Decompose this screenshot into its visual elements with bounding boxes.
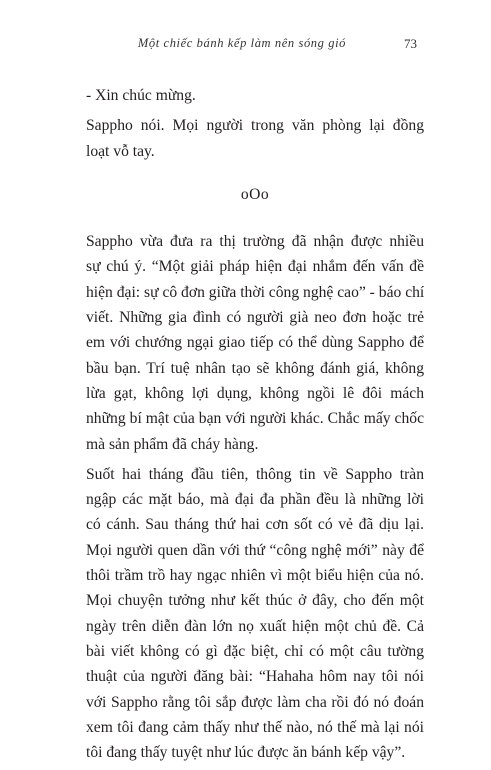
running-title: Một chiếc bánh kếp làm nên sóng gió (137, 36, 346, 50)
text-line: tôi đang thấy tuyệt như lúc được ăn bánh kếp vậy”. (86, 744, 406, 762)
paragraph-sappho-said (86, 113, 424, 164)
text-line: những bí mật của bạn với người khác. Chắc mấy chốc (86, 410, 424, 428)
text-line: mà sản phẩm đã cháy hàng. (86, 435, 259, 453)
paragraph-congratulations (86, 83, 424, 108)
text-line: viết. Những gia đình có người già neo đơn hoặc trẻ (86, 309, 424, 327)
text-line: Sappho nói. Mọi người trong văn phòng lại đồng (86, 117, 424, 135)
body-text (86, 83, 424, 770)
text-line: bài viết không có gì đặc biệt, chỉ có một câu tường (86, 642, 424, 660)
paragraph-market-launch (86, 229, 424, 457)
text-line: Mọi chuyện tưởng như kết thúc ở đây, cho đến một (86, 592, 424, 610)
text-line: có cánh. Sau tháng thứ hai cơn sốt có vẻ đã dịu lại. (86, 516, 424, 534)
running-header (0, 36, 491, 56)
text-line: Sappho vừa đưa ra thị trường đã nhận được nhiều (86, 233, 424, 251)
text-line: Mọi người quen dần với thứ “công nghệ mới” này để (86, 541, 424, 559)
text-line: thuật của người đăng bài: “Hahaha hôm nay tôi nói (86, 668, 424, 686)
text-line: loạt vỗ tay. (86, 142, 155, 160)
section-separator: oOo (240, 185, 270, 203)
text-line: với Sappho rằng tôi sắp được làm cha rồi đó nó đoán (86, 693, 424, 711)
text-line: Suốt hai tháng đầu tiên, thông tin về Sappho tràn (86, 465, 424, 483)
text-line: hiện đại: sự cô đơn giữa thời công nghệ cao” - báo chí (86, 283, 425, 301)
text-line: xem tôi đang cảm thấy như thế nào, nó thế mà lại nói (86, 718, 424, 736)
text-line: ngập các mặt báo, mà đại đa phần đều là những lời (86, 491, 424, 509)
text-line: em với chướng ngại giao tiếp có thể dùng Sappho để (86, 334, 424, 352)
text-line: bầu bạn. Trí tuệ nhân tạo sẽ không đánh giá, không (86, 359, 424, 377)
page-number: 73 (404, 36, 417, 51)
text-line: thôi trầm trồ hay ngạc nhiên vì một biểu hiện của nó. (86, 567, 424, 585)
text-line: sự chú ý. “Một giải pháp hiện đại nhắm đến vấn đề (86, 258, 424, 276)
paragraph-first-two-months (86, 462, 424, 766)
text-line: - Xin chúc mừng. (86, 87, 196, 104)
text-line: ngày trên diễn đàn lớn nọ xuất hiện một chủ đề. Cả (86, 617, 424, 635)
text-line: lừa gạt, không lợi dụng, không ngồi lê đôi mách (86, 384, 424, 402)
